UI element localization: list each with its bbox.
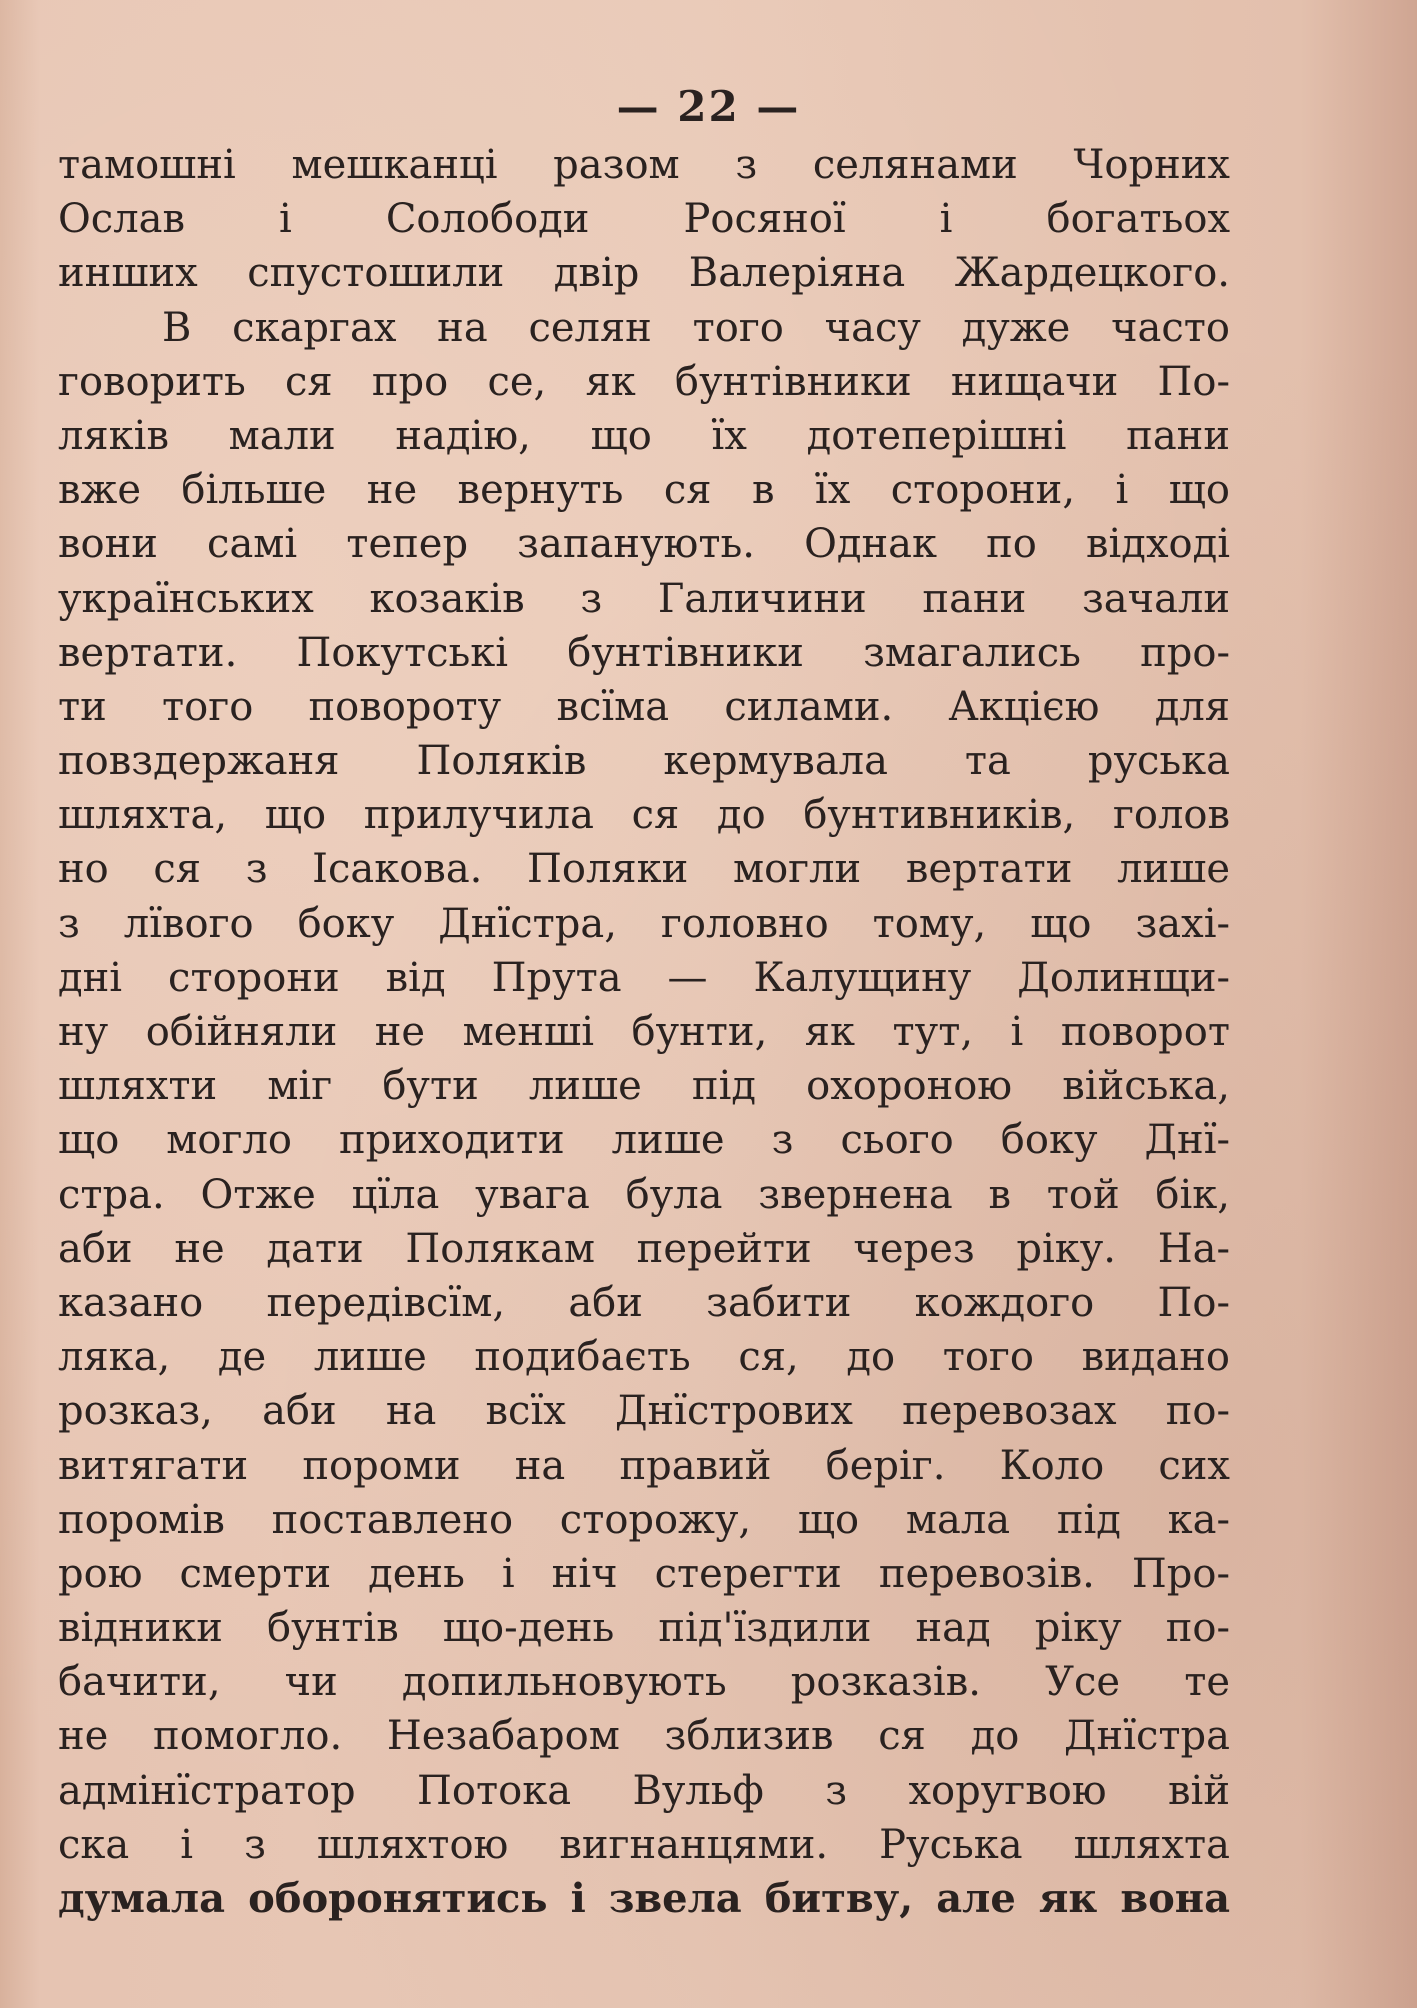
text-line: ска і з шляхтою вигнанцями. Руська шляхта [58,1821,1230,1868]
text-line: вони самі тепер запанують. Однак по відході [58,521,1230,568]
text-line: адмінїстратор Потока Вульф з хоругвою вій [58,1767,1230,1814]
text-line: рою смерти день і ніч стерегти перевозів. Про- [58,1550,1230,1597]
text-line: инших спустошили двір Валеріяна Жардецкого. [58,250,1230,297]
body-text [58,138,1230,1926]
page-number: — 22 — [616,82,801,131]
text-line: поромів поставлено сторожу, що мала під ка- [58,1496,1230,1543]
text-line: Ослав і Солободи Росяної і богатьох [58,196,1230,243]
text-line: тамошні мешканці разом з селянами Чорних [58,142,1230,188]
text-line: повздержаня Поляків кермувала та руська [58,738,1230,785]
text-line: ну обійняли не менші бунти, як тут, і поворот [58,1009,1230,1055]
text-line: бачити, чи допильновують розказів. Усе те [58,1659,1230,1706]
text-line: вертати. Покутські бунтівники змагались про- [58,629,1230,676]
text-line: говорить ся про се, як бунтівники нищачи По- [58,358,1230,405]
text-line: дні сторони від Прута — Калущину Долинщи- [58,954,1230,1001]
text-line: но ся з Ісакова. Поляки могли вертати лише [58,846,1230,893]
text-line: розказ, аби на всїх Днїстрових перевозах по- [58,1388,1230,1435]
text-line: В скаргах на селян того часу дуже часто [162,304,1230,351]
text-line: витягати пороми на правий беріг. Коло сих [58,1442,1230,1489]
text-line: вже більше не вернуть ся в їх сторони, і що [58,467,1230,514]
text-line: казано передівсїм, аби забити кождого По- [58,1279,1230,1326]
text-line: українських козаків з Галичини пани зачали [58,575,1230,622]
text-line: аби не дати Полякам перейти через ріку. На- [58,1225,1230,1272]
text-line: не помогло. Незабаром зблизив ся до Днїстра [58,1713,1230,1760]
text-line: ляка, де лише подибаєть ся, до того видано [58,1334,1230,1381]
text-line: що могло приходити лише з сього боку Днї- [58,1117,1230,1164]
text-line: шляхта, що прилучила ся до бунтивників, голов [58,792,1230,839]
text-line: думала оборонятись і звела битву, але як вона [58,1875,1230,1922]
text-line: з лївого боку Днїстра, головно тому, що захі- [58,900,1230,947]
text-line: ляків мали надію, що їх дотеперішні пани [58,412,1230,459]
text-line: ти того повороту всїма силами. Акцією для [58,683,1230,730]
text-line: відники бунтів що-день під'їздили над ріку по- [58,1605,1230,1652]
text-line: шляхти міг бути лише під охороною війська, [58,1063,1230,1110]
text-line: стра. Отже цїла увага була звернена в той бік, [58,1171,1230,1218]
